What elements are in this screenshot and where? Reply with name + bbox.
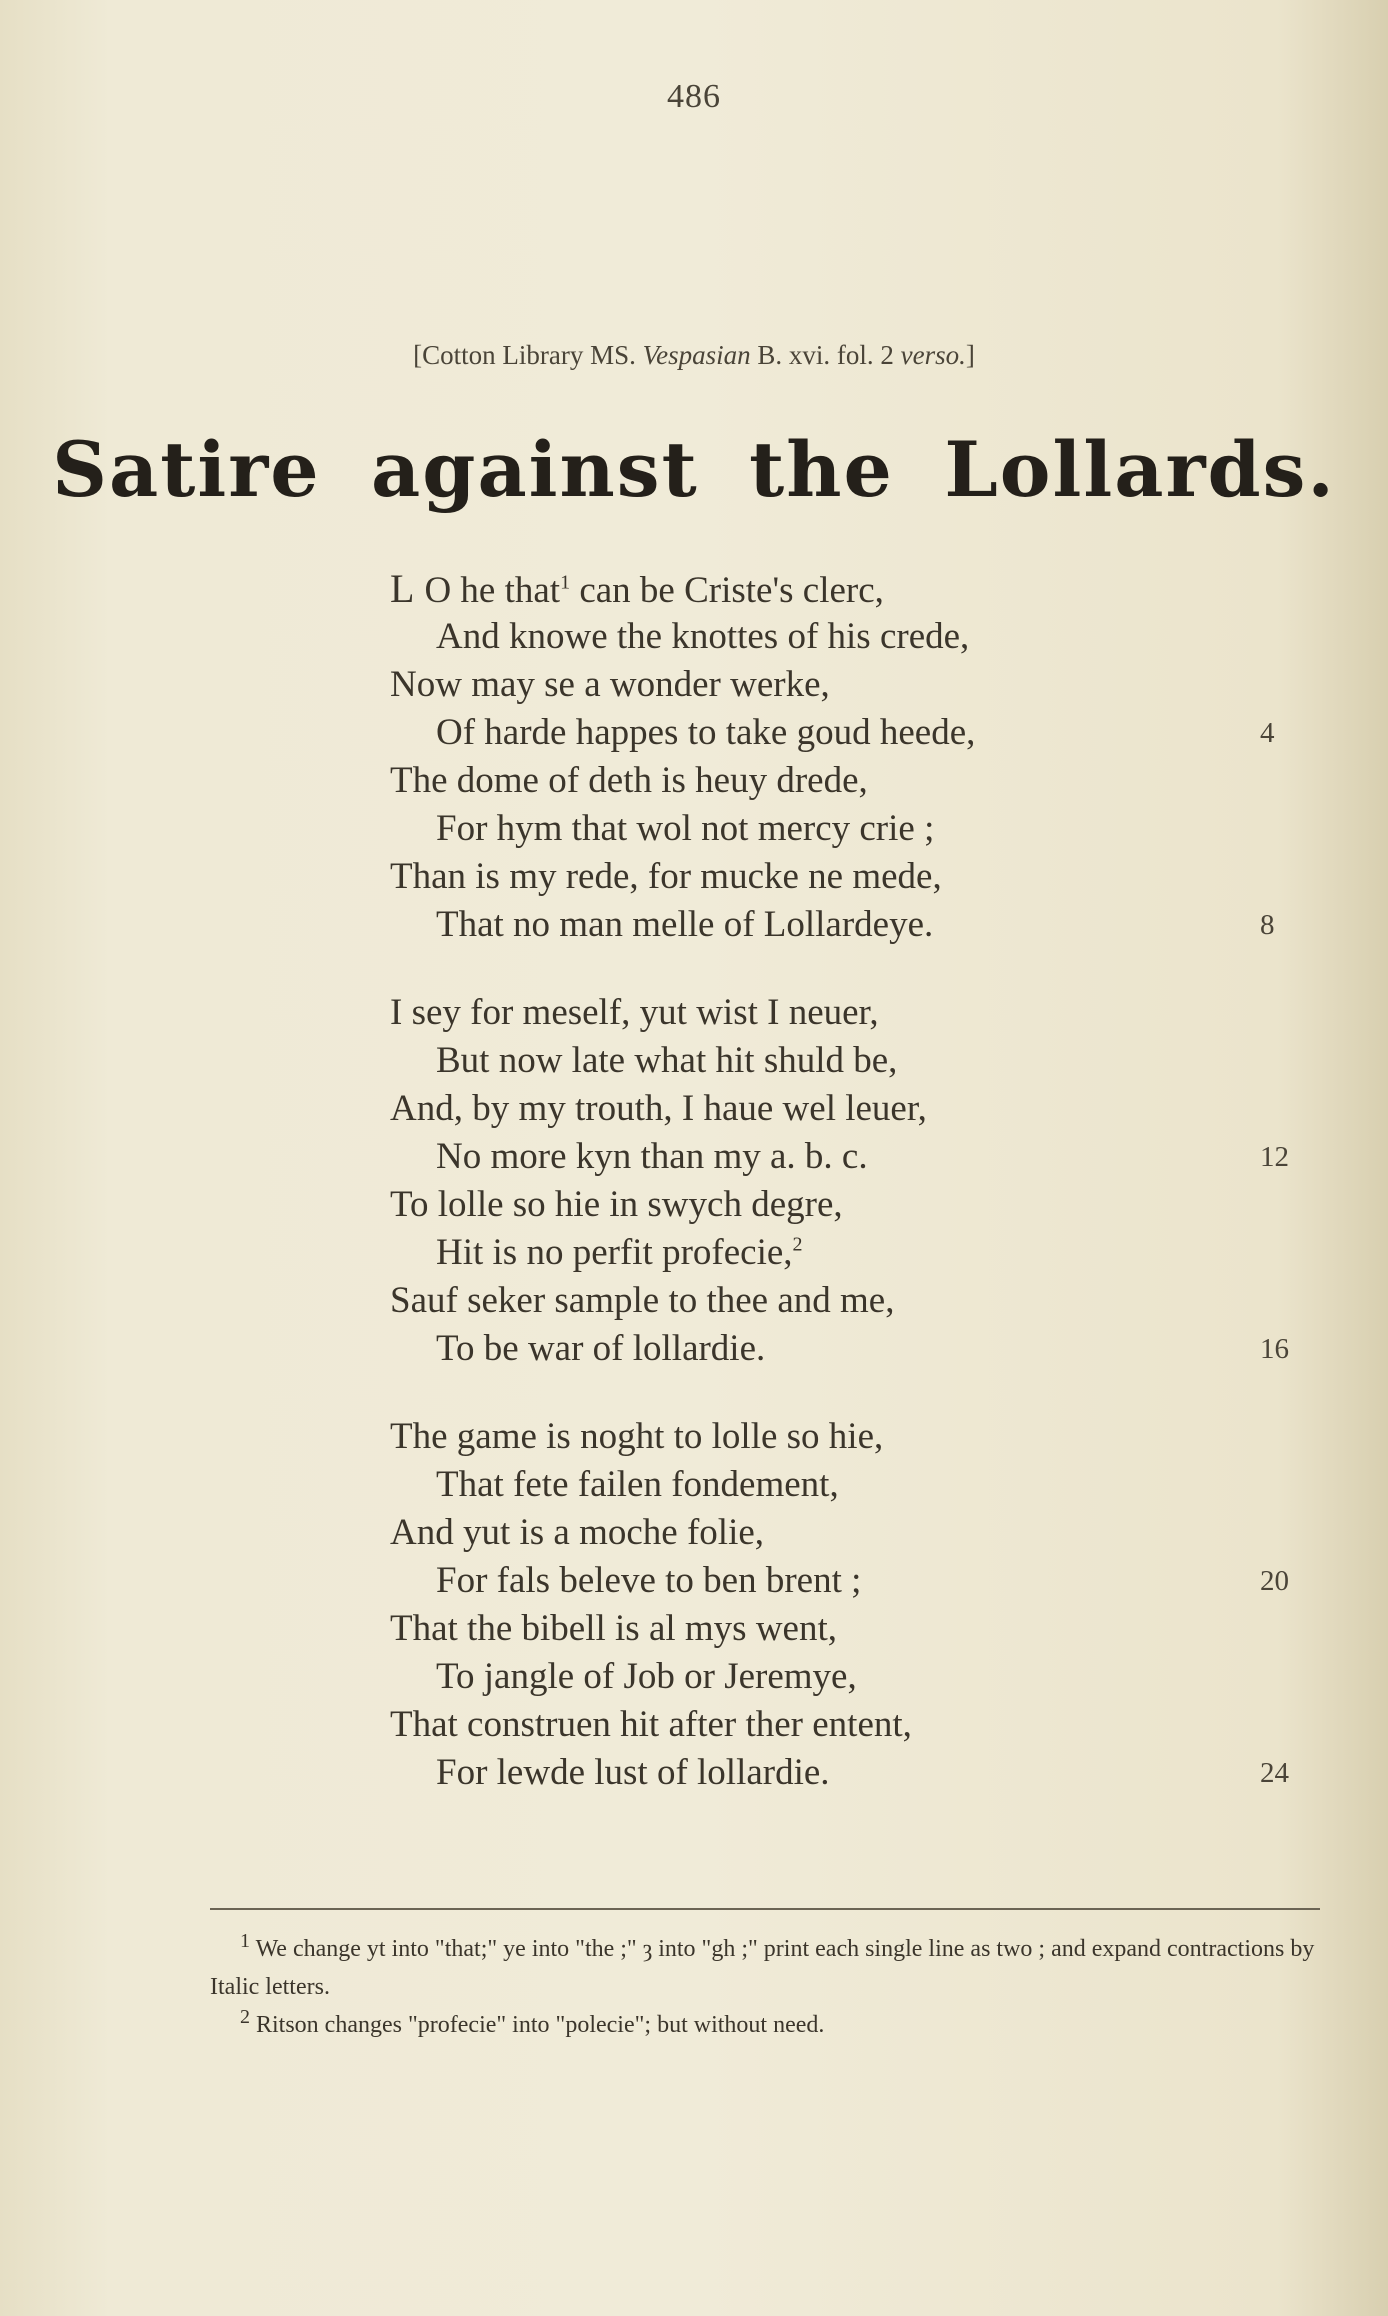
poem-line <box>390 853 1340 901</box>
line-text: The game is noght to lolle so hie, <box>390 1416 884 1457</box>
source-collection: Vespasian <box>642 340 751 370</box>
line-number: 24 <box>1260 1757 1289 1789</box>
line-text: For hym that wol not mercy crie ; <box>436 808 935 849</box>
line-text: But now late what hit shuld be, <box>436 1040 898 1081</box>
footnote <box>210 1930 1320 2006</box>
stanza <box>390 1413 1340 1797</box>
line-text: And, by my trouth, I haue wel leuer, <box>390 1088 927 1129</box>
footnote-ref: 2 <box>792 1233 803 1256</box>
line-text: O he that <box>424 570 561 611</box>
line-text: And yut is a moche folie, <box>390 1512 765 1553</box>
line-text: Sauf seker sample to thee and me, <box>390 1280 895 1321</box>
line-text: That construen hit after ther entent, <box>390 1704 912 1745</box>
footnote-divider <box>210 1908 1320 1910</box>
poem-line <box>390 661 1340 709</box>
line-text: No more kyn than my a. b. c. <box>436 1136 868 1177</box>
poem-line <box>390 1133 1340 1181</box>
line-text: Of harde happes to take goud heede, <box>436 712 976 753</box>
poem-body <box>390 565 1340 1837</box>
poem-line <box>390 1557 1340 1605</box>
poem-line <box>390 565 1340 613</box>
poem-line <box>390 1653 1340 1701</box>
footnote-text: We change yt into "that;" ye into "the ;" ȝ into "gh ;" print each single line as two ; and expand contractions by Italic letters. <box>210 1936 1315 2000</box>
poem-line <box>390 1605 1340 1653</box>
poem-line <box>390 1277 1340 1325</box>
footnotes <box>210 1930 1320 2044</box>
stanza <box>390 989 1340 1373</box>
poem-line <box>390 989 1340 1037</box>
line-text: For fals beleve to ben brent ; <box>436 1560 862 1601</box>
poem-line <box>390 805 1340 853</box>
line-number: 16 <box>1260 1333 1289 1365</box>
manuscript-source <box>0 340 1388 371</box>
source-suffix: ] <box>965 340 975 370</box>
page-number: 486 <box>667 78 721 115</box>
line-text: That no man melle of Lollardeye. <box>436 904 934 945</box>
line-text: For lewde lust of lollardie. <box>436 1752 830 1793</box>
line-text: To be war of lollardie. <box>436 1328 766 1369</box>
stanza <box>390 565 1340 949</box>
line-number: 4 <box>1260 717 1275 749</box>
poem-line <box>390 1037 1340 1085</box>
footnote-mark: 1 <box>240 1930 250 1952</box>
source-prefix: [Cotton Library MS. <box>413 340 636 370</box>
line-text: To lolle so hie in swych degre, <box>390 1184 843 1225</box>
poem-line <box>390 901 1340 949</box>
source-side: verso. <box>900 340 966 370</box>
line-text: I sey for meself, yut wist I neuer, <box>390 992 879 1033</box>
line-text-tail: can be Criste's clerc, <box>570 570 884 611</box>
poem-line <box>390 1413 1340 1461</box>
poem-line <box>390 1509 1340 1557</box>
poem-line <box>390 1749 1340 1797</box>
line-text: That the bibell is al mys went, <box>390 1608 837 1649</box>
line-text: That fete failen fondement, <box>436 1464 839 1505</box>
line-number: 20 <box>1260 1565 1289 1597</box>
poem-line <box>390 1701 1340 1749</box>
poem-line <box>390 613 1340 661</box>
line-text: The dome of deth is heuy drede, <box>390 760 868 801</box>
line-text: To jangle of Job or Jeremye, <box>436 1656 857 1697</box>
drop-cap: L <box>390 566 415 611</box>
poem-line <box>390 1085 1340 1133</box>
line-text: And knowe the knottes of his crede, <box>436 616 970 657</box>
poem-line <box>390 709 1340 757</box>
poem-title: Satire against the Lollards. <box>52 425 1336 514</box>
footnote-mark: 2 <box>240 2006 250 2028</box>
poem-line <box>390 1181 1340 1229</box>
poem-line <box>390 1461 1340 1509</box>
poem-line <box>390 1325 1340 1373</box>
footnote <box>210 2006 1320 2044</box>
line-text: Now may se a wonder werke, <box>390 664 830 705</box>
footnote-ref: 1 <box>560 571 571 594</box>
line-number: 8 <box>1260 909 1275 941</box>
line-number: 12 <box>1260 1141 1289 1173</box>
source-ref: B. xvi. fol. 2 <box>757 340 894 370</box>
footnote-text: Ritson changes "profecie" into "polecie"; but without need. <box>250 2012 825 2038</box>
poem-line <box>390 1229 1340 1277</box>
line-text: Than is my rede, for mucke ne mede, <box>390 856 942 897</box>
poem-line <box>390 757 1340 805</box>
line-text: Hit is no perfit profecie, <box>436 1232 793 1273</box>
